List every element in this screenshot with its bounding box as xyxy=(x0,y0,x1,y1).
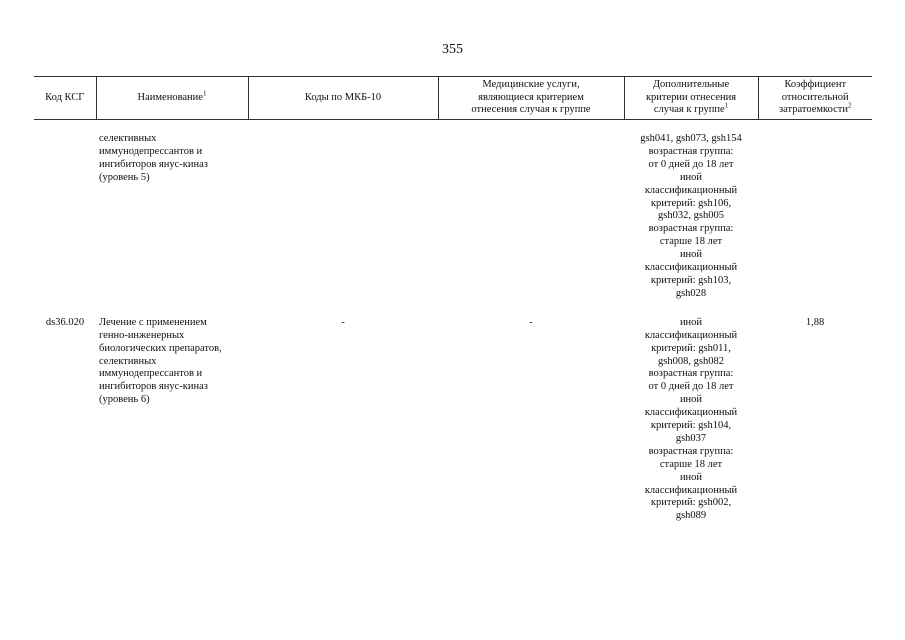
header-name: Наименование$^1$ xyxy=(96,77,248,120)
cell-name: Лечение с применением генно-инженерных биологических препаратов, селективных иммунодепрессантов и ингибиторов янус-киназ (уровень 6) xyxy=(99,316,222,406)
ksg-table xyxy=(34,76,872,523)
cell-mkb: - xyxy=(341,316,345,328)
page-number: 355 xyxy=(442,42,463,57)
header-coef: Коэффициент относительной затратоемкости$^2$ xyxy=(758,77,872,120)
cell-coef xyxy=(758,120,872,301)
cell-criteria: иной классификационный критерий: gsh011, gsh008, gsh082 возрастная группа: от 0 дней до 18 лет иной классификационный критерий: gsh104, gsh037 возрастная группа: старше 18 лет иной классификационный критерий: gsh002, gsh089 xyxy=(644,316,738,522)
table-row xyxy=(34,120,872,301)
header-criteria: Дополнительные критерии отнесения случая к группе$^1$ xyxy=(624,77,758,120)
cell-code xyxy=(34,120,96,301)
cell-criteria: gsh041, gsh073, gsh154 возрастная группа: от 0 дней до 18 лет иной классификационный критерий: gsh106, gsh032, gsh005 возрастная группа: старше 18 лет иной классификационный критерий: gsh103, gsh028 xyxy=(640,133,742,299)
header-mkb: Коды по МКБ-10 xyxy=(248,77,438,120)
header-name-footnote: 1 xyxy=(202,89,207,98)
cell-services xyxy=(438,120,624,301)
table-row xyxy=(34,301,872,524)
cell-services: - xyxy=(529,316,533,328)
header-coef-footnote: 2 xyxy=(847,101,852,110)
header-criteria-footnote: 1 xyxy=(724,101,729,110)
header-code: Код КСГ xyxy=(34,77,96,120)
cell-mkb xyxy=(248,120,438,301)
cell-name: селективных иммунодепрессантов и ингибиторов янус-киназ (уровень 5) xyxy=(99,133,208,183)
cell-code: ds36.020 xyxy=(45,316,85,328)
header-services: Медицинские услуги, являющиеся критерием отнесения случая к группе xyxy=(438,77,624,120)
table-header-row xyxy=(34,77,872,120)
cell-coef: 1,88 xyxy=(805,316,825,328)
